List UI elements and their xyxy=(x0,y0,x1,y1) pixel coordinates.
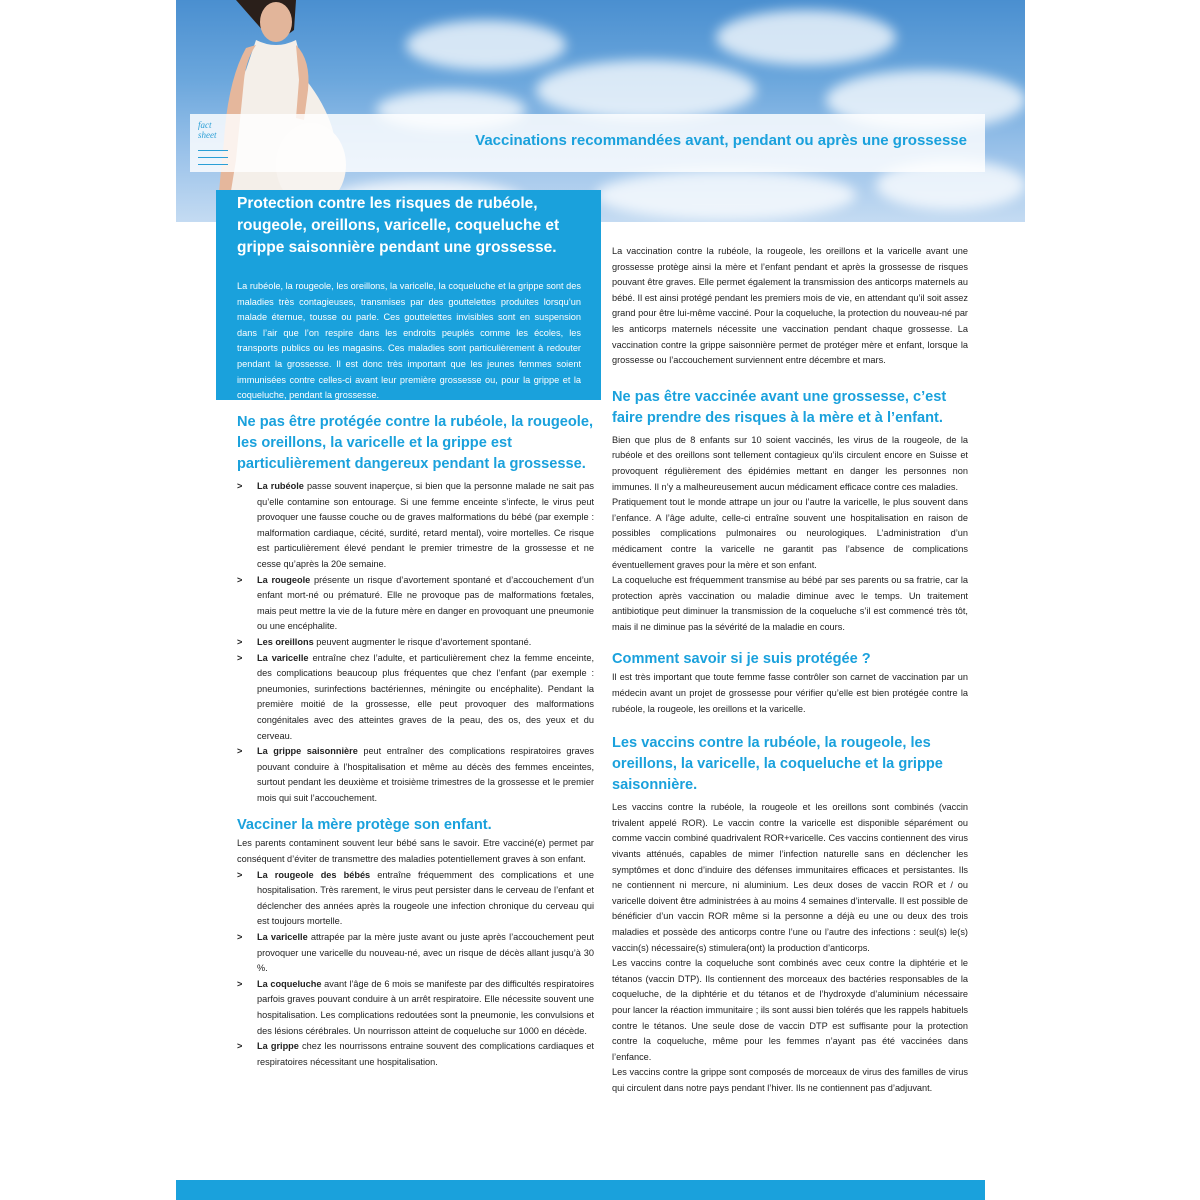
section2-intro: Les parents contaminent souvent leur bébé sans le savoir. Etre vacciné(e) permet par conséquent d’éviter de transmettre des maladies potentiellement graves à son enfant. xyxy=(237,838,594,865)
left-column xyxy=(237,412,594,1070)
section2-heading: Vacciner la mère protège son enfant. xyxy=(237,817,492,834)
intro-text: La rubéole, la rougeole, les oreillons, la varicelle, la coqueluche et la grippe sont des maladies très contagieuses, transmises par des gouttelettes produites lorsqu’un malade éternue, tousse ou parle. Ces gouttelettes invisibles sont en suspension dans l’air que l’on respire dans les endroits peuplés comme les écoles, les transports publics ou les magasins. Ces maladies sont particulièrement à redouter pendant la grossesse. Il est donc très important que les jeunes femmes soient immunisées contre celles-ci avant leur première grossesse ou, pour la grippe et la coqueluche, pendant la grossesse. xyxy=(237,281,581,401)
section3-paragraph: La coqueluche est fréquemment transmise au bébé par ses parents ou sa fratrie, car la protection après vaccination ou maladie diminue avec le temps. Un traitement antibiotique peut diminuer la transmission de la coqueluche s’il est commencé très tôt, mais il ne diminue pas la sévérité de la maladie en cours. xyxy=(612,575,968,632)
intro-box xyxy=(216,190,601,400)
section5-paragraph: Les vaccins contre la rubéole, la rougeole et les oreillons sont combinés (vaccin trivalent appelé ROR). Le vaccin contre la varicelle est disponible séparément ou comme vaccin combiné quadrivalent ROR+varicelle. Ces vaccins contiennent des virus vivants atténués, capables de mimer l’infection naturelle sans en déclencher les symptômes et donc d’induire des défenses immunitaires efficaces et persistantes. Ils ne contiennent ni mercure, ni aluminium. Les deux doses de vaccin ROR et / ou varicelle doivent être administrées à au moins 4 semaines d’intervalle. Il est possible de bénéficier d’un vaccin ROR même si la personne a déjà eu une ou deux des trois maladies et possède des anticorps contre l’une ou l’autre des infections : seul(s) le(s) vaccin(s) nécessaire(s) stimulera(ont) la production d’anticorps. xyxy=(612,802,968,953)
fact-label: fact xyxy=(198,120,212,130)
footer-bar xyxy=(176,1180,985,1200)
section3-paragraph: Pratiquement tout le monde attrape un jour ou l’autre la varicelle, le plus souvent dans l’enfance. A l’âge adulte, celle-ci entraîne souvent une hospitalisation en raison de possibles complications pulmonaires ou neurologiques. L’administration d’un médicament contre la varicelle ne garantit pas l’absence de complications éventuellement graves pour la mère et son enfant. xyxy=(612,497,968,570)
pregnant-woman-photo xyxy=(196,0,356,222)
list-item: > La coqueluche avant l’âge de 6 mois se manifeste par des difficultés respiratoires parfois graves pouvant conduire à un arrêt respiratoire. Elle nécessite souvent une hospitalisation. Les complications redoutées sont la pneumonie, les convulsions et des lésions cérébrales. Un nourrisson atteint de coqueluche sur 1000 en décède. xyxy=(237,978,595,1036)
right-column xyxy=(612,244,968,1097)
section4-paragraph: Il est très important que toute femme fasse contrôler son carnet de vaccination par un médecin avant un projet de grossesse pour vérifier qu’elle est bien protégée contre la rubéole, la rougeole, les oreillons et la varicelle. xyxy=(612,672,968,714)
list-item: > La rougeole des bébés entraîne fréquemment des complications et une hospitalisation. Très rarement, le virus peut persister dans le cerveau de l’enfant et déclencher des années après la rougeole une infection chronique du cerveau qui est toujours mortelle. xyxy=(237,869,595,927)
list-item: > La varicelle attrapée par la mère juste avant ou juste après l’accouchement peut provoquer une varicelle du nouveau-né, avec un risque de décès allant jusqu’à 30 %. xyxy=(237,932,594,974)
section5-heading: Les vaccins contre la rubéole, la rougeole, les oreillons, la varicelle, la coqueluche et la grippe saisonnière. xyxy=(612,735,943,794)
fact-sheet-page xyxy=(176,0,1025,1200)
sheet-label: sheet xyxy=(198,130,217,140)
section3-heading: Ne pas être vaccinée avant une grossesse, c’est faire prendre des risques à la mère et à l’enfant. xyxy=(612,388,947,426)
list-item: > La rougeole présente un risque d’avortement spontané et d’accouchement d’un enfant mort-né ou prématuré. Elle ne provoque pas de malformations fœtales, mais peut mettre la vie de la future mère en danger en provoquant une pneumonie ou une encéphalite. xyxy=(237,574,594,632)
hero-sky-image xyxy=(176,0,1025,222)
section5-paragraph: Les vaccins contre la grippe sont composés de morceaux de virus des familles de virus qui circulent dans notre pays pendant l’hiver. Ils ne contiennent pas d’adjuvant. xyxy=(612,1067,968,1093)
list-item: > La rubéole passe souvent inaperçue, si bien que la personne malade ne sait pas qu’elle contamine son entourage. Si une femme enceinte s’infecte, le virus peut provoquer une fausse couche ou de graves malformations du bébé (par exemple : malformation cardiaque, cécité, surdité, retard mental), voire mortelles. Ce risque est particulièrement élevé pendant le premier trimestre de la grossesse et ne cesse qu’après la 20e semaine. xyxy=(237,481,594,569)
list-item: > La varicelle entraîne chez l’adulte, et particulièrement chez la femme enceinte, des complications beaucoup plus fréquentes que chez l’enfant (par exemple : pneumonies, surinfections bactériennes, méningite ou encéphalite). Pendant la première moitié de la grossesse, elle peut provoquer des malformations congénitales avec des atteintes graves de la peau, des os, des yeux et du cerveau. xyxy=(237,652,594,741)
section1-heading: Ne pas être protégée contre la rubéole, la rougeole, les oreillons, la varicelle et la grippe est particulièrement dangereux pendant la grossesse. xyxy=(237,414,594,472)
section2-list xyxy=(237,868,594,1071)
section2-outro: La vaccination contre la rubéole, la rougeole, les oreillons et la varicelle avant une grossesse protège ainsi la mère et l’enfant pendant et après la grossesse de risques pouvant être graves. Elle permet également la transmission des anticorps maternels au bébé. Il est ainsi protégé pendant les premiers mois de vie, en attendant qu’il soit assez grand pour être lui-même vacciné. Pour la coqueluche, la protection du nouveau-né par les anticorps maternels nécessite une vaccination pendant chaque grossesse. La vaccination contre la grippe saisonnière permet de protéger mère et enfant, lorsque la grossesse ou l’accouchement surviennent entre décembre et mars. xyxy=(612,246,968,366)
section4-heading: Comment savoir si je suis protégée ? xyxy=(612,651,871,668)
section5-paragraph: Les vaccins contre la coqueluche sont combinés avec ceux contre la diphtérie et le tétanos (vaccin DTP). Ils contiennent des morceaux des bactéries responsables de la coqueluche, de la diphtérie et du tétanos et de l’hydroxyde d’aluminium nécessaire pour lancer la réaction immunitaire ; ils sont aussi bien tolérés que les rappels habituels contre le tétanos. Une seule dose de vaccin DTP est suffisante pour la protection contre la coqueluche, même pour les femmes n’ayant pas été vaccinées dans l’enfance. xyxy=(612,958,968,1062)
intro-heading: Protection contre les risques de rubéole, rougeole, oreillons, varicelle, coqueluche et grippe saisonnière pendant une grossesse. xyxy=(237,195,560,256)
list-item: > La grippe chez les nourrissons entraine souvent des complications cardiaques et respiratoires nécessitant une hospitalisation. xyxy=(237,1041,594,1067)
list-item: > La grippe saisonnière peut entraîner des complications respiratoires graves pouvant conduire à l’hospitalisation et même au décès des femmes enceintes, surtout pendant les deuxième et troisième trimestres de la grossesse et le premier mois qui suit l’accouchement. xyxy=(237,746,595,803)
fact-sheet-logo xyxy=(194,116,234,174)
section1-list xyxy=(237,479,594,806)
section3-paragraph: Bien que plus de 8 enfants sur 10 soient vaccinés, les virus de la rougeole, de la rubéole et des oreillons sont tellement contagieux qu’ils circulent encore en Suisse et provoquent régulièrement des épidémies mettant en danger les personnes non immunes. Il n’y a malheureusement aucun médicament efficace contre ces maladies. xyxy=(612,434,968,492)
page-title: Vaccinations recommandées avant, pendant ou après une grossesse xyxy=(475,132,967,149)
list-item: > Les oreillons peuvent augmenter le risque d’avortement spontané. xyxy=(237,636,532,647)
